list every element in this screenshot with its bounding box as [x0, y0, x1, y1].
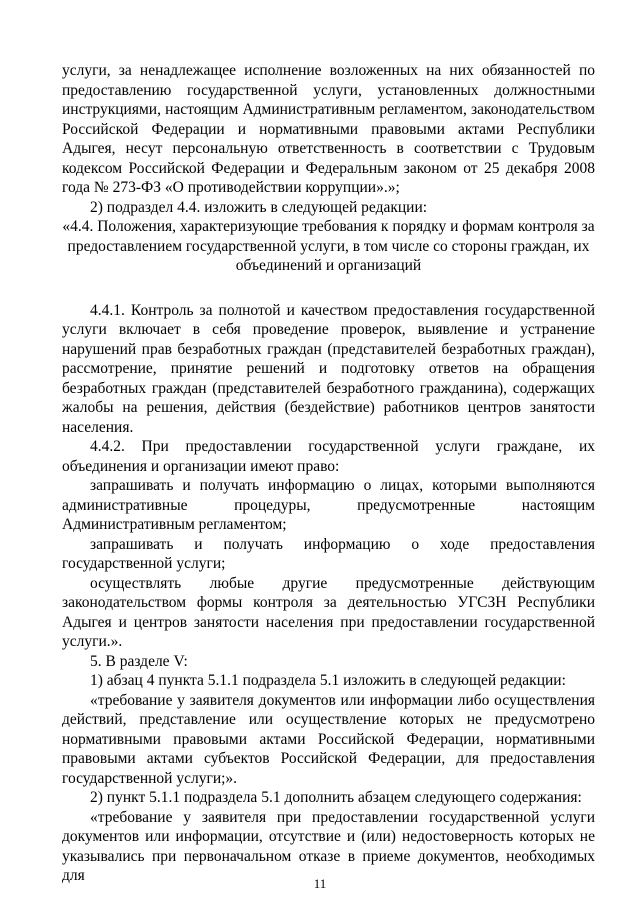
paragraph-4-4-2: 4.4.2. При предоставлении государственной услуги граждане, их объединения и организации имеют право:	[62, 438, 595, 475]
paragraph-quote-2: «требование у заявителя при предоставлении государственной услуги документов или информации, отсутствие и (или) недостоверность которых не указывались при первоначальном отказе в приеме документов, необходимых для	[62, 808, 595, 884]
document-body	[62, 61, 595, 886]
paragraph-right-3: осуществлять любые другие предусмотренные действующим законодательством формы контроля за деятельностью УГСЗН Республики Адыгея и центров занятости населения при предоставлении государственной услуги.».	[62, 574, 595, 650]
paragraph-quote-1: «требование у заявителя документов или информации либо осуществления действий, представление или осуществление которых не предусмотрено нормативными правовыми актами Российской Федерации, нормативными правовыми актами субъектов Российской Федерации, для предоставления государственной услуги;».	[62, 691, 595, 787]
paragraph-item-5-2: 2) пункт 5.1.1 подраздела 5.1 дополнить абзацем следующего содержания:	[90, 789, 582, 806]
paragraph-4-4-1: 4.4.1. Контроль за полнотой и качеством предоставления государственной услуги включает в себя проведение проверок, выявление и устранение нарушений прав безработных граждан (представителей безработных граждан), рассмотрение, принятие решений и подготовку ответов на обращения безработных граждан (представителей безработного гражданина), содержащих жалобы на решения, действия (бездействие) работников центров занятости населения.	[62, 301, 595, 436]
paragraph-item-2: 2) подраздел 4.4. изложить в следующей редакции:	[90, 198, 428, 216]
paragraph-item-5-1: 1) абзац 4 пункта 5.1.1 подраздела 5.1 изложить в следующей редакции:	[90, 672, 566, 689]
page-number: 11	[313, 876, 327, 891]
paragraph-right-2: запрашивать и получать информацию о ходе предоставления государственной услуги;	[62, 535, 595, 572]
paragraph-right-1: запрашивать и получать информацию о лицах, которыми выполняются административные процедуры, предусмотренные настоящим Административным регламентом;	[62, 477, 595, 533]
paragraph-responsibility: услуги, за ненадлежащее исполнение возложенных на них обязанностей по предоставлению государственной услуги, установленных должностными инструкциями, настоящим Административным регламентом, законодательством Российской Федерации и нормативными правовыми актами Республики Адыгея, несут персональную ответственность в соответствии с Трудовым кодексом Российской Федерации и Федеральным законом от 25 декабря 2008 года № 273-ФЗ «О противодействии коррупции».»;	[62, 62, 595, 196]
section-heading-4-4: «4.4. Положения, характеризующие требования к порядку и формам контроля за предоставлением государственной услуги, в том числе со стороны граждан, их объединений и организаций	[62, 218, 595, 274]
paragraph-section-5: 5. В разделе V:	[90, 652, 188, 670]
spacer	[62, 276, 595, 301]
